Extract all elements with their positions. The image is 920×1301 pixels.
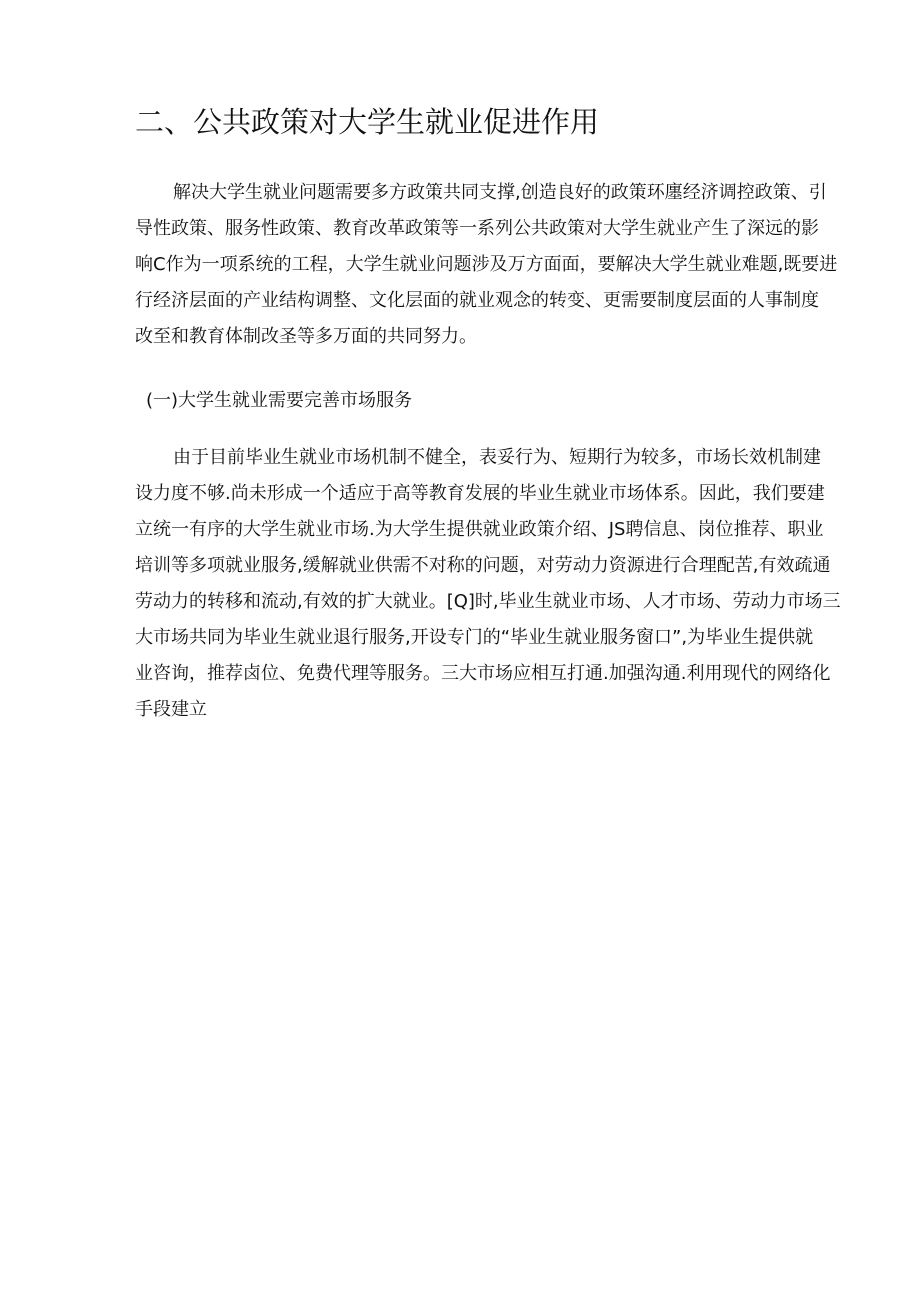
- paragraph-1: [135, 175, 838, 355]
- section-title: 二、公共政策对大学生就业促进作用: [135, 105, 600, 139]
- subheading: (一)大学生就业需要完善市场服务: [146, 390, 413, 411]
- text-line: 解决大学生就业问题需要多方政策共同支撑,创造良好的政策环廛经济调控政策、引: [173, 182, 827, 203]
- text-line: 手段建立: [135, 699, 207, 720]
- text-line: 导性政策、服务性政策、教育改革政策等一系列公共政策对大学生就业产生了深远的影: [135, 218, 819, 239]
- text-line: 立统一有序的大学生就业市场.为大学生提供就业政策介绍、JS聘信息、岗位推荐、职业: [135, 519, 824, 540]
- paragraph-2: [135, 440, 841, 728]
- text-line: 业咨询，推荐卤位、免费代理等服务。三大市场应相互打通.加强沟通.利用现代的网络化: [135, 663, 831, 684]
- text-line: 大市场共同为毕业生就业退行服务,开设专门的“毕业生就业服务窗口”,为毕业生提供就: [135, 627, 814, 648]
- text-line: 劳动力的转移和流动,有效的扩大就业。[Q]时,毕业生就业市场、人才市场、劳动力市场三: [135, 591, 841, 612]
- text-line: 培训等多项就业服务,缓解就业供需不对称的问题，对劳动力资源进行合理配苦,有效疏通: [135, 555, 831, 576]
- text-line: 行经济层面的产业结构调整、文化层面的就业观念的转变、更需要制度层面的人事制度: [135, 290, 819, 311]
- text-line: 响C作为一项系统的工程，大学生就业问题涉及万方面面，要解决大学生就业难题,既要进: [135, 254, 838, 275]
- text-line: 由于目前毕业生就业市场机制不健全，表妥行为、短期行为较多，市场长效机制建: [173, 447, 821, 468]
- text-line: 设力度不够.尚未形成一个适应于高等教育发展的毕业生就业市场体系。因此，我们要建: [135, 483, 825, 504]
- text-line: 改至和教育体制改圣等多万面的共同努力。: [135, 326, 477, 347]
